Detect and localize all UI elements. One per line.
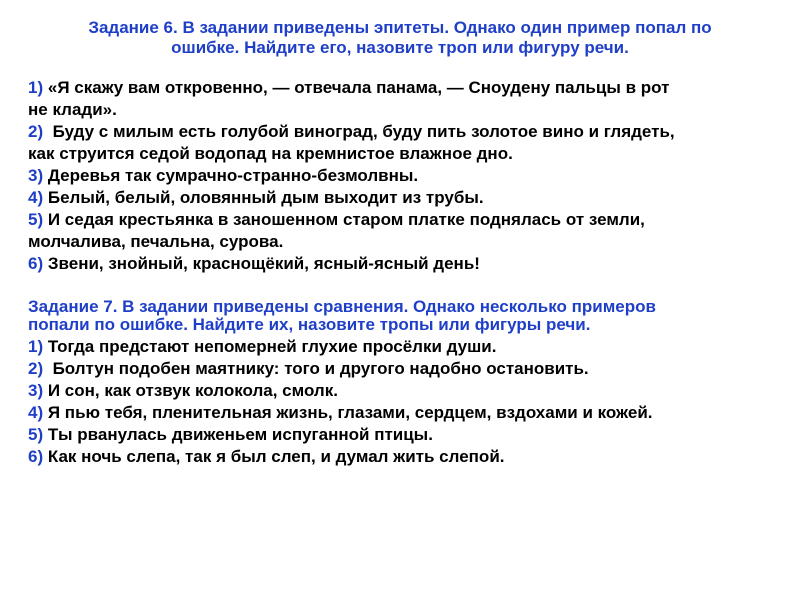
item-number: 6) — [28, 254, 44, 273]
item-text: не клади». — [28, 100, 117, 119]
list-item — [28, 404, 780, 422]
list-item — [28, 211, 780, 251]
task7-section — [28, 298, 780, 470]
item-text: Звени, знойный, краснощёкий, ясный-ясный день! — [47, 254, 480, 273]
item-text: Как ночь слепа, так я был слеп, и думал жить слепой. — [47, 447, 505, 466]
item-text: молчалива, печальна, сурова. — [28, 232, 284, 251]
item-number: 2) — [28, 359, 44, 378]
item-text: как струится седой водопад на кремнистое влажное дно. — [28, 144, 513, 163]
list-item — [28, 382, 780, 400]
item-number: 2) — [28, 122, 44, 141]
item-text: Буду с милым есть голубой виноград, буду пить золотое вино и глядеть, — [52, 122, 675, 141]
item-number: 3) — [28, 166, 44, 185]
item-text: Белый, белый, оловянный дым выходит из трубы. — [47, 188, 484, 207]
item-text: Деревья так сумрачно-странно-безмолвны. — [47, 166, 419, 185]
item-text: Болтун подобен маятнику: того и другого надобно остановить. — [52, 359, 589, 378]
item-number: 1) — [28, 78, 44, 97]
item-number: 6) — [28, 447, 44, 466]
list-item — [28, 338, 780, 356]
list-item — [28, 360, 780, 378]
item-text: И сон, как отзвук колокола, смолк. — [47, 381, 338, 400]
task7-heading-line1: Задание 7. В задании приведены сравнения. Однако несколько примеров — [28, 297, 656, 316]
item-number: 1) — [28, 337, 44, 356]
list-item — [28, 79, 780, 119]
list-item — [28, 167, 780, 185]
item-text: Тогда предстают непомерней глухие просёлки души. — [47, 337, 497, 356]
task6-heading-line2: ошибке. Найдите его, назовите троп или фигуру речи. — [171, 38, 629, 57]
list-item — [28, 123, 780, 163]
list-item — [28, 255, 780, 273]
item-number: 4) — [28, 403, 44, 422]
item-text: Ты рванулась движеньем испуганной птицы. — [47, 425, 433, 444]
item-number: 5) — [28, 425, 44, 444]
list-item — [28, 448, 780, 466]
task7-heading — [28, 298, 780, 334]
item-number: 4) — [28, 188, 44, 207]
item-text: «Я скажу вам откровенно, — отвечала панама, — Сноудену пальцы в рот — [47, 78, 670, 97]
item-number: 3) — [28, 381, 44, 400]
item-number: 5) — [28, 210, 44, 229]
item-text: И седая крестьянка в заношенном старом платке поднялась от земли, — [47, 210, 645, 229]
list-item — [28, 426, 780, 444]
task6-heading-line1: Задание 6. В задании приведены эпитеты. Однако один пример попал по — [88, 18, 712, 37]
list-item — [28, 189, 780, 207]
item-text: Я пью тебя, пленительная жизнь, глазами, сердцем, вздохами и кожей. — [47, 403, 653, 422]
task7-heading-line2: попали по ошибке. Найдите их, назовите тропы или фигуры речи. — [28, 315, 591, 334]
task6-list — [28, 79, 780, 277]
task6-heading — [50, 18, 750, 58]
